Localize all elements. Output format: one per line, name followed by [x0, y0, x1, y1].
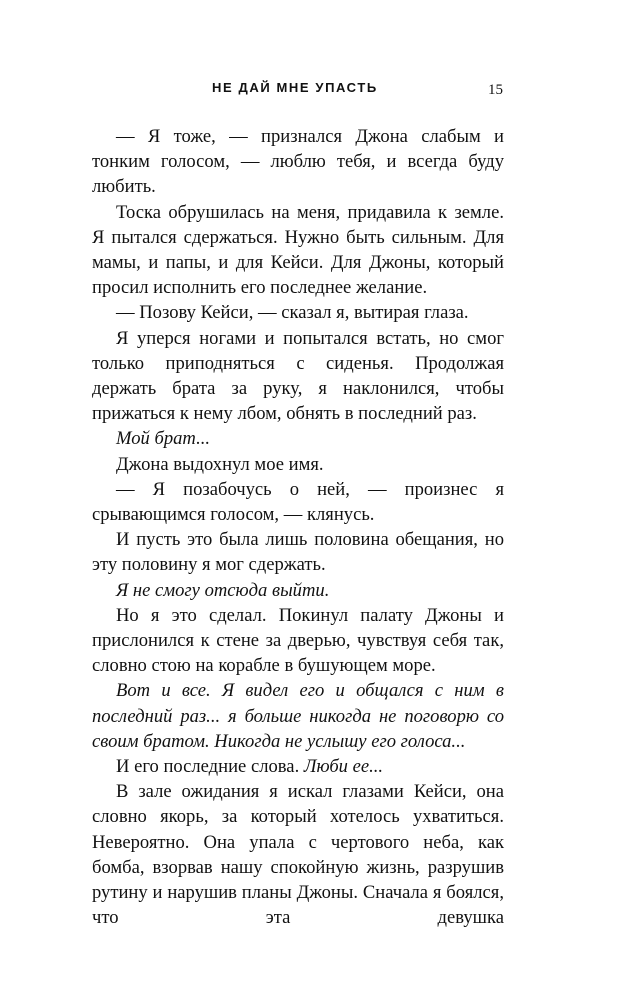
- paragraph-text: И его последние слова.: [116, 756, 304, 778]
- paragraph: Тоска обрушилась на меня, придавила к земле. Я пытался сдержаться. Нужно быть сильным. Для мамы, и папы, и для Кейси. Для Джоны, который просил исполнить его последнее желание.: [92, 201, 504, 299]
- page-number: 15: [488, 82, 503, 98]
- paragraph: — Я тоже, — признался Джона слабым и тонким голосом, — люблю тебя, и всегда буду любить.: [92, 126, 504, 198]
- paragraph: Джона выдохнул мое имя.: [116, 453, 324, 475]
- paragraph: Но я это сделал. Покинул палату Джоны и прислонился к стене за дверью, чувствуя себя так, словно стою на корабле в бушующем море.: [92, 604, 504, 677]
- body-text: [92, 124, 504, 931]
- italic-thought: Мой брат...: [116, 428, 211, 450]
- italic-quote: Люби ее...: [303, 756, 384, 778]
- paragraph: — Позову Кейси, — сказал я, вытирая глаза.: [116, 302, 469, 324]
- italic-thought: Вот и все. Я видел его и общался с ним в последний раз... я больше никогда не поговорю со своим братом. Никогда не услышу его голоса...: [92, 680, 504, 752]
- running-title: НЕ ДАЙ МНЕ УПАСТЬ: [212, 80, 378, 95]
- paragraph: И пусть это была лишь половина обещания, но эту половину я мог сдержать.: [92, 529, 504, 576]
- paragraph: Я уперся ногами и попытался встать, но смог только приподняться с сиденья. Продолжая держать брата за руку, я наклонился, чтобы прижаться к нему лбом, обнять в последний раз.: [92, 327, 504, 425]
- italic-thought: Я не смогу отсюда выйти.: [116, 579, 330, 601]
- paragraph-mixed: [92, 754, 504, 779]
- paragraph: — Я позабочусь о ней, — произнес я срывающимся голосом, — клянусь.: [92, 478, 504, 526]
- paragraph: В зале ожидания я искал глазами Кейси, она словно якорь, за который хотелось ухватиться. Невероятно. Она упала с чертового неба, как бомба, взорвав нашу спокойную жизнь, разрушив рутину и нарушив планы Джоны. Сначала я боялся, что эта девушка: [92, 781, 504, 929]
